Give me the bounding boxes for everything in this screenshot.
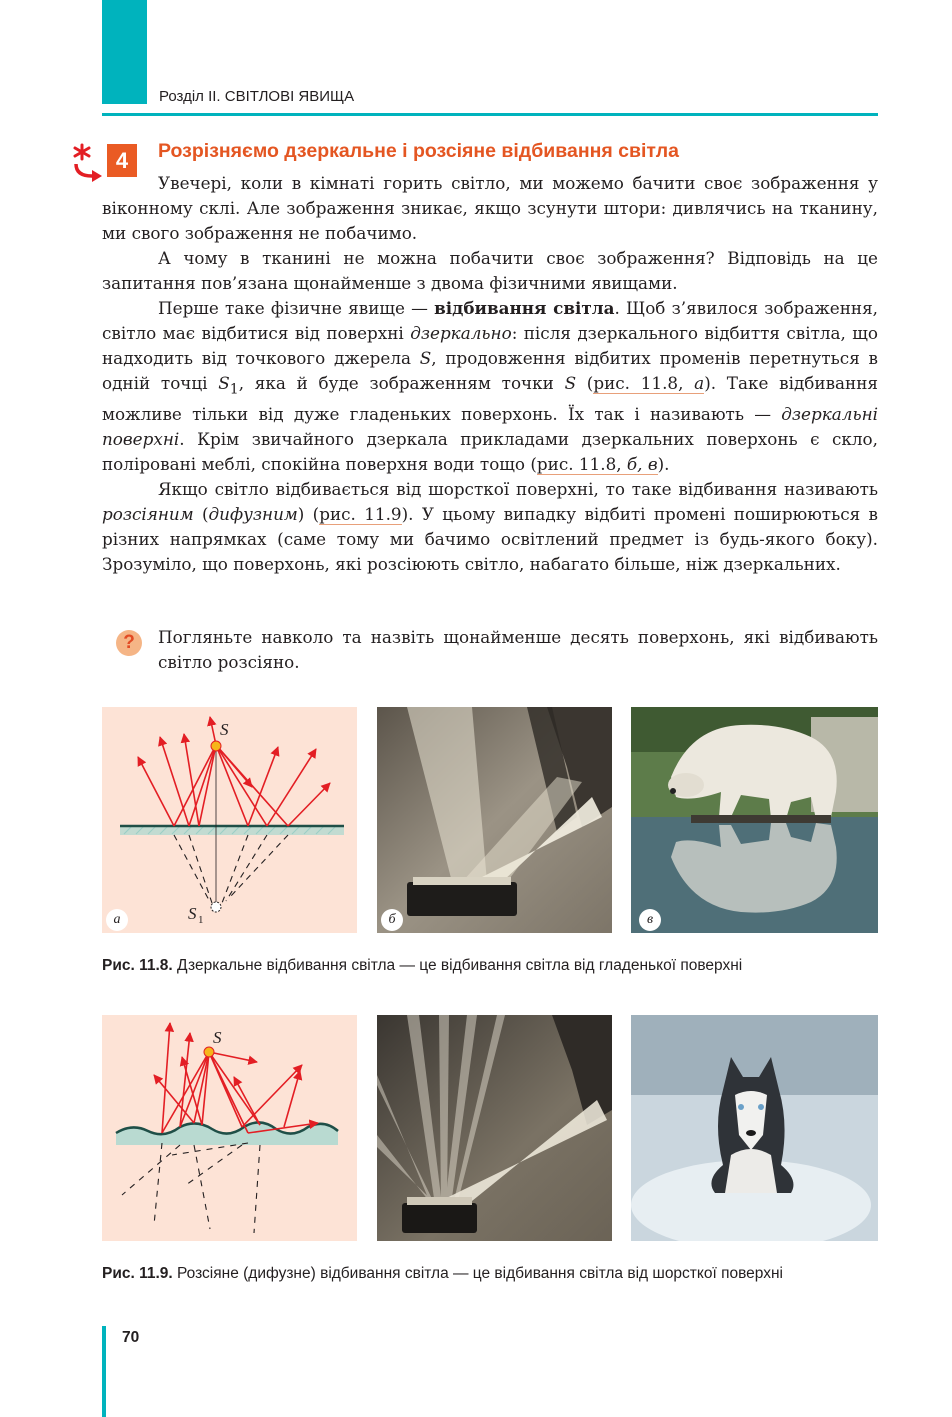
figure-11-9-caption: Рис. 11.9. Розсіяне (дифузне) відбивання світла — це відбивання світла від шорсткої поверхні bbox=[102, 1265, 783, 1282]
figure-reference-link[interactable]: рис. 11.9 bbox=[319, 504, 402, 525]
figure-reference-link[interactable]: рис. 11.8, б, в bbox=[536, 454, 658, 475]
polar-bear-reflection-photo bbox=[631, 707, 878, 933]
source-label: S bbox=[220, 720, 229, 739]
figure-letter-a: а bbox=[106, 909, 128, 931]
chapter-tab bbox=[102, 0, 147, 104]
question-text: Погляньте навколо та назвіть щонайменше десять поверхонь, які відбивають світло розсіяно. bbox=[158, 627, 878, 672]
figure-letter-b: б bbox=[381, 909, 403, 931]
page-number-bar bbox=[102, 1326, 106, 1417]
paragraph-4: Якщо світло відбивається від шорсткої поверхні, то таке відбивання називають розсіяним (дифузним) (рис. 11.9). У цьому випадку відбиті промені поширюються в різних напрямках (саме тому ми бачимо освітлений предмет із будь-якого боку). Зрозуміло, що поверхонь, які розсіюють світло, набагато більше, ніж дзеркальних. bbox=[102, 479, 878, 575]
husky-in-snow-photo bbox=[631, 1015, 878, 1241]
image-label: S bbox=[188, 904, 197, 923]
source-label: S bbox=[213, 1028, 222, 1047]
image-label-subscript: 1 bbox=[198, 914, 204, 926]
figure-reference-link[interactable]: рис. 11.8, а bbox=[593, 373, 705, 393]
diffuse-reflection-diagram bbox=[102, 1015, 357, 1241]
page-number: 70 bbox=[122, 1329, 140, 1346]
figure-letter-v: в bbox=[639, 909, 661, 931]
mirror-light-beam-photo bbox=[377, 707, 612, 933]
header-rule bbox=[102, 113, 878, 116]
specular-reflection-diagram bbox=[102, 707, 357, 933]
body-text bbox=[102, 171, 878, 577]
figure-11-8-caption: Рис. 11.8. Дзеркальне відбивання світла — це відбивання світла від гладенької поверхні bbox=[102, 957, 743, 974]
chapter-title: Розділ II. СВІТЛОВІ ЯВИЩА bbox=[159, 88, 355, 105]
paragraph-1: Увечері, коли в кімнаті горить світло, ми можемо бачити своє зображення у віконному склі. Але зображення зникає, якщо зсунути штори: дивлячись на тканину, ми свого зображення не побачимо. bbox=[102, 173, 878, 243]
scattered-light-beams-photo bbox=[377, 1015, 612, 1241]
section-title: Розрізняємо дзеркальне і розсіяне відбивання світла bbox=[158, 140, 679, 162]
paragraph-2: А чому в тканині не можна побачити своє зображення? Відповідь на це запитання пов’язана щонайменше з двома фізичними явищами. bbox=[102, 248, 878, 293]
asterisk-arrow-icon bbox=[70, 142, 106, 184]
section-number: 4 bbox=[107, 144, 137, 177]
question-icon: ? bbox=[116, 630, 142, 656]
paragraph-3: Перше таке фізичне явище — відбивання світла. Щоб з’явилося зображення, світло має відбитися від поверхні дзеркально: після дзеркального відбиття світла, що надходить від точкового джерела S, продовження відбитих променів перетнуться в одній точці $S_1$, яка й буде зображенням точки S (рис. 11.8, а). Таке відбивання можливе тільки від дуже гладеньких поверхонь. Їх так і називають — дзеркальні поверхні. Крім звичайного дзеркала прикладами дзеркальних поверхонь є скло, поліровані меблі, спокійна поверхня води тощо (рис. 11.8, б, в). bbox=[102, 298, 878, 475]
